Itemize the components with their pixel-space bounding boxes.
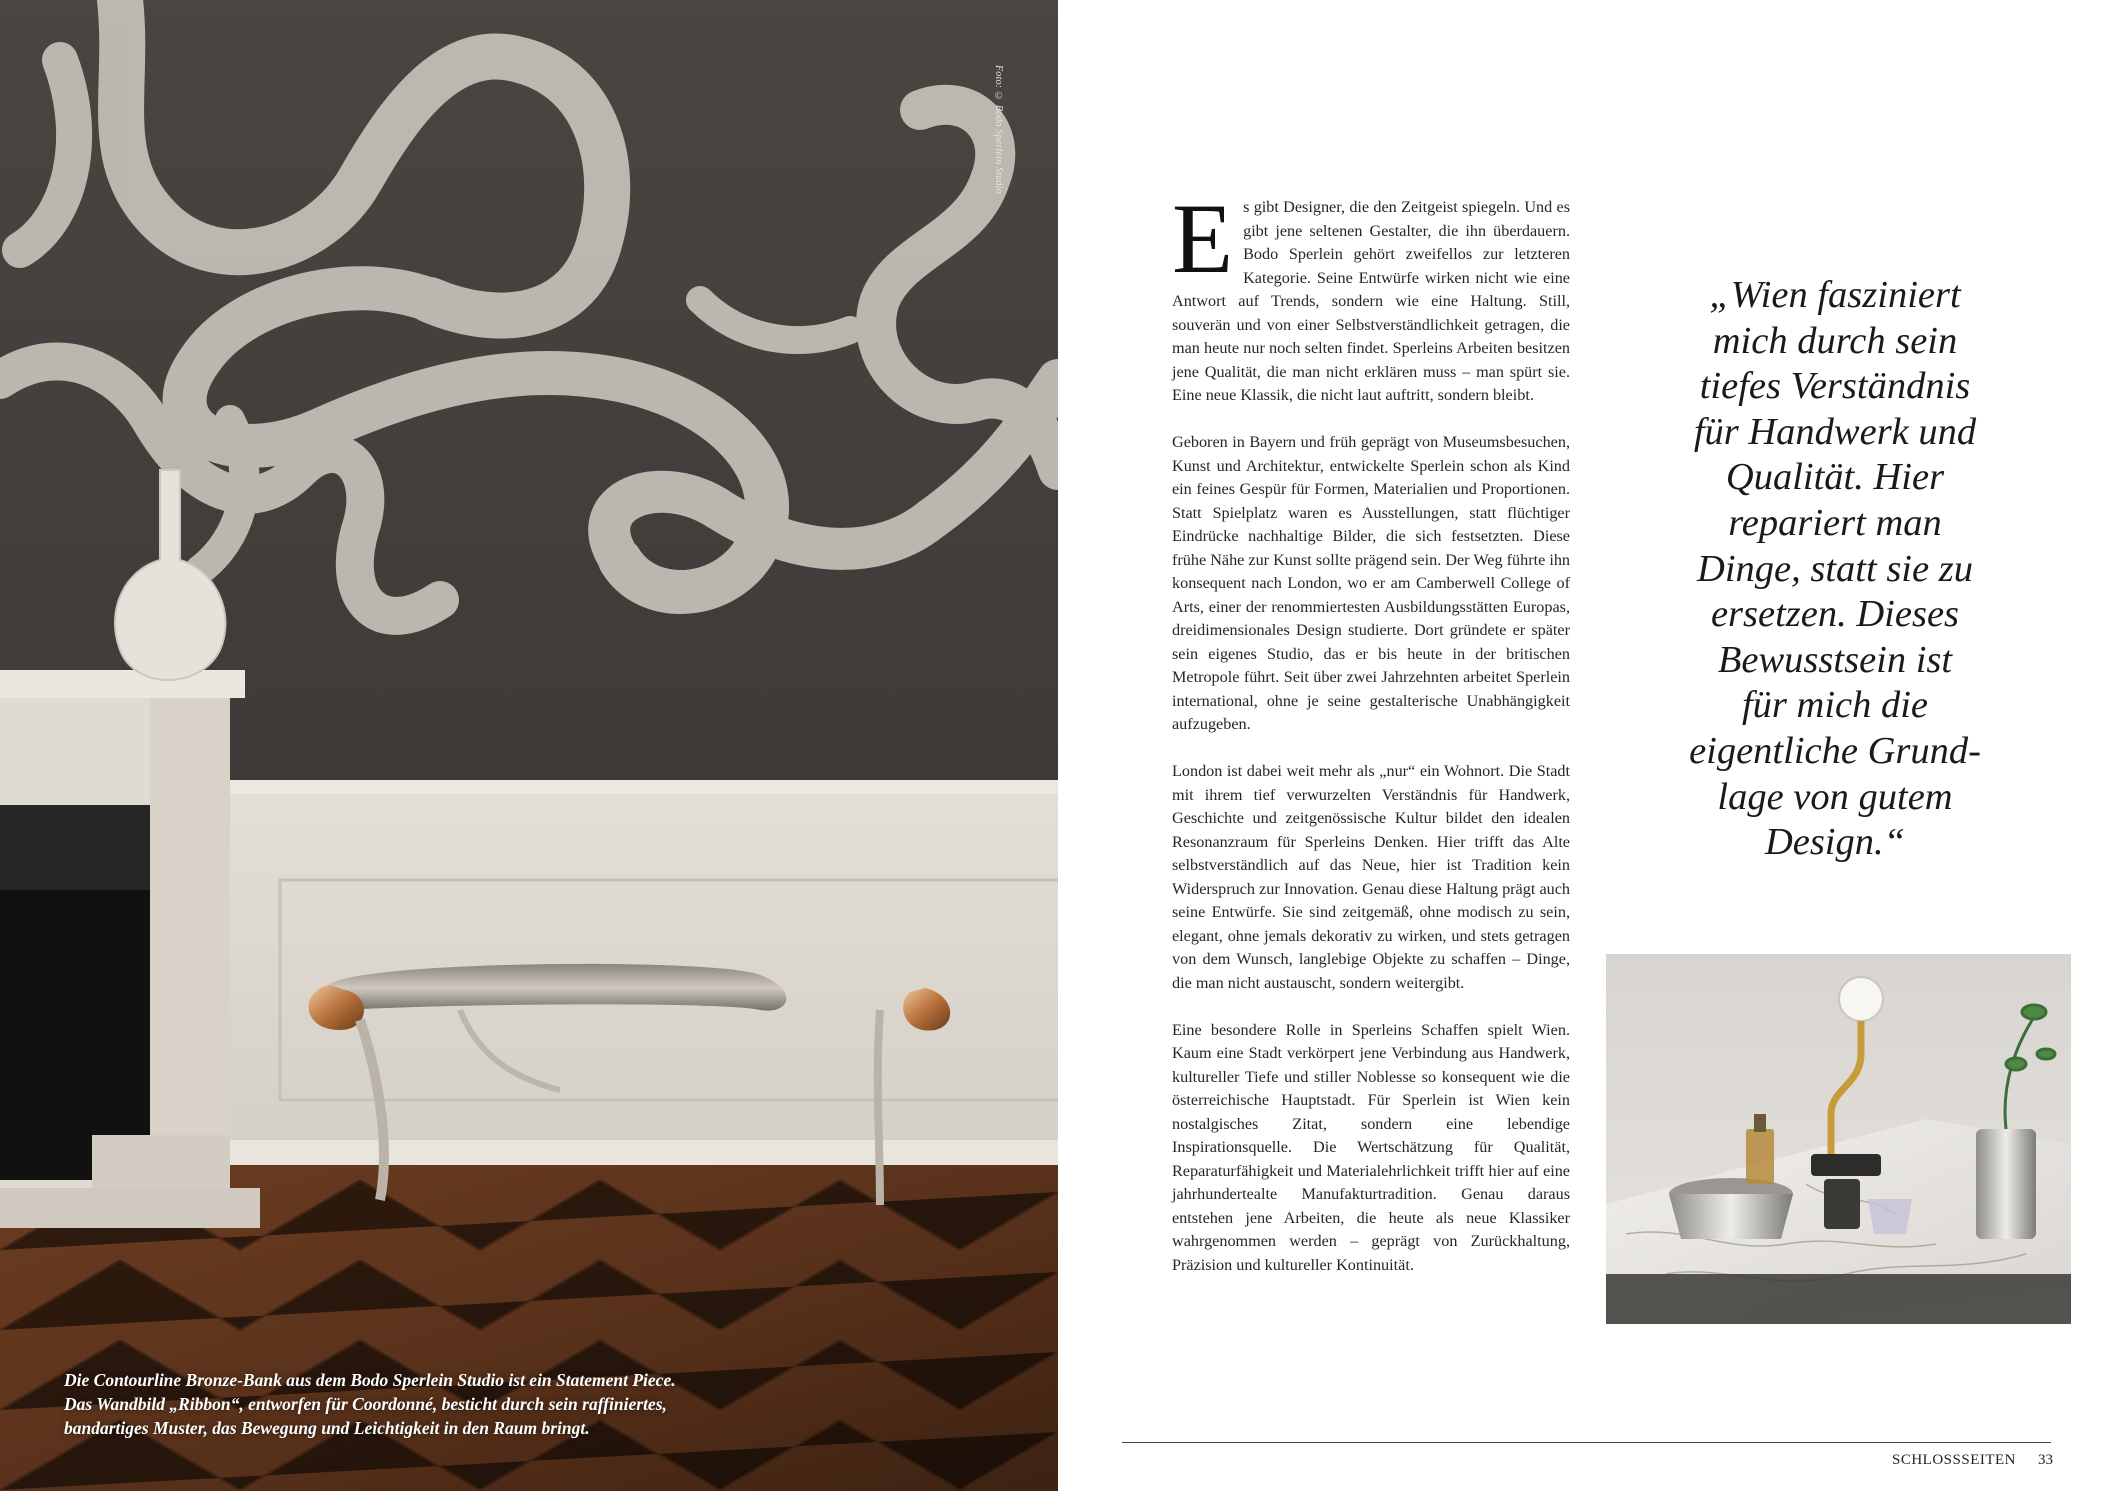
caption-line: Das Wandbild „Ribbon“, entworfen für Coordonné, besticht durch sein raffiniertes, — [64, 1394, 667, 1414]
quote-line: für Handwerk und — [1693, 410, 1977, 453]
article-paragraph: Eine besondere Rolle in Sperleins Schaffen spielt Wien. Kaum eine Stadt verkörpert jene Verbindung aus Handwerk, kultureller Tiefe und stiller Noblesse so konsequent wie die österreichische Hauptstadt. Für Sperlein ist Wien kein nostalgisches Zitat, sondern eine lebendige Inspirationsquelle. Die Wertschätzung für Qualität, Reparaturfähigkeit und Materialehrlichkeit trifft hier auf eine jahrhundertealte Manufakturtradition. Genau daraus entstehen jene Arbeiten, die heute als neue Klassiker wahrgenommen werden – geprägt von Zurückhaltung, Präzision und kultureller Kontinuität. — [1172, 1020, 1570, 1274]
quote-line: mich durch sein — [1712, 319, 1958, 362]
drop-cap: E — [1172, 183, 1234, 294]
quote-line: repariert man — [1728, 501, 1942, 544]
quote-line: lage von gutem — [1717, 775, 1953, 818]
page-number: 33 — [2038, 1452, 2053, 1468]
inset-photo — [1606, 954, 2071, 1324]
article-paragraph — [1172, 183, 1570, 408]
paragraph-text: s gibt Designer, die den Zeitgeist spiegeln. Und es gibt jene seltenen Gestalter, die ihn überdauern. Bodo Sperlein gehört zweifellos zur letzteren Kategorie. Seine Entwürfe wirken nicht wie eine Antwort auf Trends, sondern wie eine Haltung. Still, souverän und von einer Selbstverständlichkeit getragen, die man heute nur noch selten findet. Sperleins Arbeiten besitzen jene Qualität, die man nicht erklären muss – man spürt sie. Eine neue Klassik, die nicht laut auftritt, sondern bleibt. — [1172, 198, 1570, 404]
caption-line: bandartiges Muster, das Bewegung und Leichtigkeit in den Raum bringt. — [64, 1418, 590, 1438]
quote-line: tiefes Verständnis — [1699, 365, 1971, 408]
photo-caption — [64, 1368, 724, 1440]
article-paragraph: Geboren in Bayern und früh geprägt von Museumsbesuchen, Kunst und Architektur, entwickelte Sperlein schon als Kind ein feines Gespür für Formen, Materialien und Proportionen. Statt Spielplatz waren es Ausstellungen, statt flüchtiger Eindrücke nachhaltige Bilder, die sich festsetzten. Diese frühe Nähe zur Kunst sollte prägend sein. Der Weg führte ihn konsequent nach London, wo er am Camberwell College of Arts, einer der renommiertesten Ausbildungsstätten Europas, dreidimensionales Design studierte. Dort gründete er später sein eigenes Studio, das er bis heute in der britischen Metropole führt. Seit über zwei Jahrzehnten arbeitet Sperlein international, ohne je seine gestalterische Unabhängigkeit aufzugeben. — [1172, 433, 1571, 733]
quote-line: Bewusstsein ist — [1717, 638, 1953, 681]
quote-line: für mich die — [1741, 684, 1929, 727]
article-paragraph: London ist dabei weit mehr als „nur“ ein Wohnort. Die Stadt mit ihrem tief verwurzelten Verständnis für Handwerk, Geschichte und zeitgenössische Kultur bildet den idealen Resonanzraum für Sperleins Denken. Hier trifft das Alte selbstverständlich auf das Neue, hier ist Tradition kein Widerspruch zur Innovation. Genau diese Haltung prägt auch seine Entwürfe. Sie sind zeitgemäß, ohne modisch zu sein, elegant, ohne jemals dekorativ zu wirken, und stets getragen von dem Wunsch, langlebige Objekte zu schaffen – Dinge, die man nicht austauscht, sondern weitergibt. — [1172, 762, 1570, 992]
footer-rule — [1122, 1442, 2051, 1443]
quote-line: „Wien fasziniert — [1709, 274, 1961, 316]
article-body — [1172, 183, 1571, 1301]
quote-line: Qualität. Hier — [1725, 456, 1945, 499]
photo-credit: Foto: © Bodo Sperlein Studio — [993, 65, 1004, 194]
tabletop-photo-illustration — [1606, 954, 2071, 1324]
quote-line: Design.“ — [1764, 821, 1906, 864]
caption-line: Die Contourline Bronze-Bank aus dem Bodo Sperlein Studio ist ein Statement Piece. — [64, 1370, 676, 1390]
magazine-name: SCHLOSSSEITEN — [1892, 1452, 2017, 1468]
quote-line: ersetzen. Dieses — [1710, 593, 1960, 636]
pull-quote — [1685, 273, 1985, 866]
quote-line: eigentliche Grund- — [1689, 729, 1981, 772]
quote-line: Dinge, statt sie zu — [1697, 547, 1973, 590]
